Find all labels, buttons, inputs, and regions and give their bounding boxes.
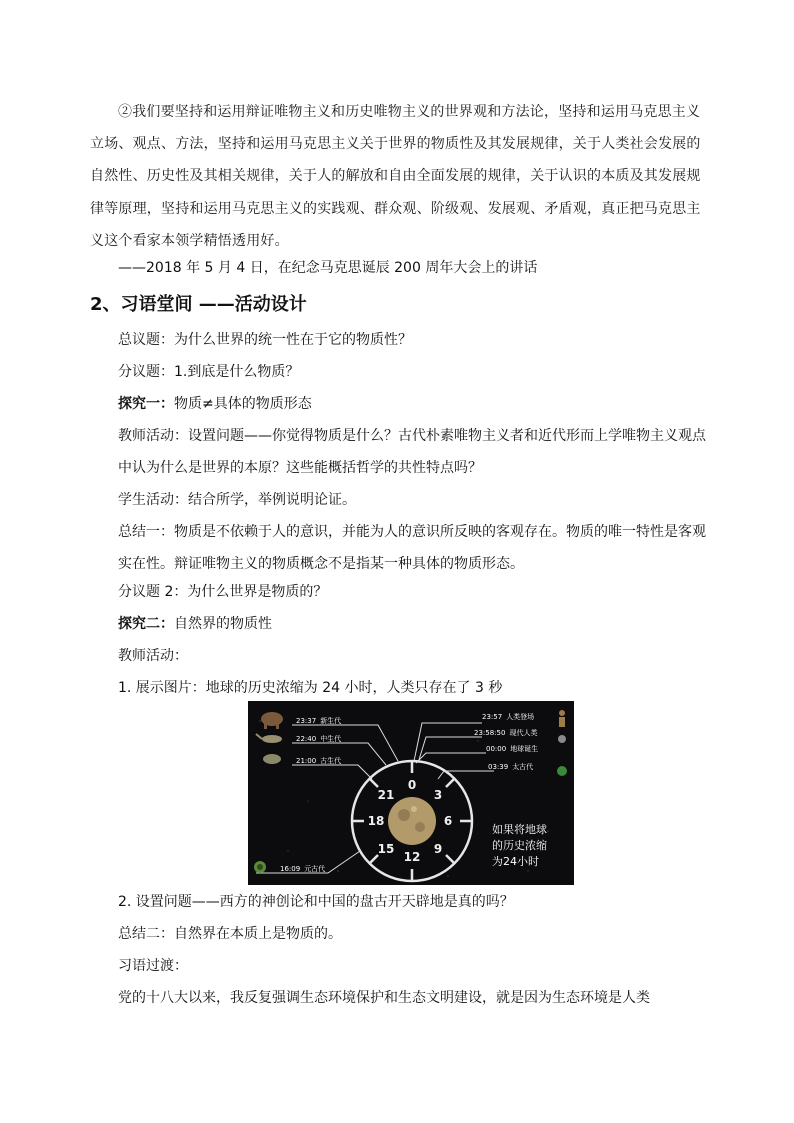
teacher-activity-1 bbox=[118, 420, 708, 484]
era-label-paleozoic: 21:00 古生代 bbox=[296, 757, 342, 765]
teacher-activity-2: 教师活动： bbox=[118, 648, 188, 664]
clock-illustration bbox=[248, 701, 574, 885]
era-label-earth-birth: 00:00 地球诞生 bbox=[486, 745, 539, 753]
transition-label: 习语过渡： bbox=[118, 958, 188, 974]
quote-line: 义这个看家本领学精悟透用好。 bbox=[90, 232, 289, 249]
teacher-activity-1-text: 教师活动：设置问题——你觉得物质是什么？古代朴素唯物主义者和近代形而上学唯物主义观点中认为什么是世界的本原？这些能概括哲学的共性特点吗？ bbox=[118, 428, 706, 476]
caption-line-2: 的历史浓缩 bbox=[492, 839, 547, 852]
closing-line: 党的十八大以来，我反复强调生态环境保护和生态文明建设，就是因为生态环境是人类 bbox=[118, 990, 650, 1006]
speech-quote bbox=[90, 96, 708, 257]
earth-history-clock-image bbox=[248, 701, 574, 885]
quote-source: ——2018 年 5 月 4 日，在纪念马克思诞辰 200 周年大会上的讲话 bbox=[118, 260, 538, 276]
sub-topic-1: 分议题：1.到底是什么物质？ bbox=[118, 364, 300, 380]
dinosaur-icon bbox=[256, 734, 282, 743]
era-label-proterozoic: 16:09 元古代 bbox=[280, 865, 326, 873]
mammoth-icon bbox=[261, 712, 283, 729]
caption-line-3: 为24小时 bbox=[492, 855, 539, 868]
section-title: 2、习语堂间 ——活动设计 bbox=[90, 294, 307, 315]
quote-line: ②我们要坚持和运用辩证唯物主义和历史唯物主义的世界观和方法论，坚持和运用马克思主义 bbox=[118, 104, 701, 120]
human-icon bbox=[559, 710, 565, 727]
caption-line-1: 如果将地球 bbox=[492, 823, 547, 836]
explore-1-text: 物质≠具体的物质形态 bbox=[174, 396, 312, 412]
explore-2-text: 自然界的物质性 bbox=[174, 616, 272, 632]
quote-line: 律等原理，坚持和运用马克思主义的实践观、群众观、阶级观、发展观、矛盾观，真正把马克思主 bbox=[90, 200, 701, 217]
quote-line: 自然性、历史性及其相关规律，关于人的解放和自由全面发展的规律，关于认识的本质及其发展规 bbox=[90, 168, 701, 185]
era-label-archean: 03:39 太古代 bbox=[488, 763, 534, 771]
clock-number-6: 6 bbox=[443, 814, 453, 828]
clock-number-15: 15 bbox=[377, 842, 395, 856]
clock-number-18: 18 bbox=[367, 814, 385, 828]
explore-1 bbox=[118, 394, 312, 414]
clock-number-9: 9 bbox=[433, 842, 443, 856]
list-item-1: 1. 展示图片：地球的历史浓缩为 24 小时，人类只存在了 3 秒 bbox=[118, 680, 503, 696]
explore-1-label: 探究一： bbox=[118, 396, 174, 412]
sub-topic-2: 分议题 2：为什么世界是物质的？ bbox=[118, 584, 328, 600]
main-topic: 总议题：为什么世界的统一性在于它的物质性？ bbox=[118, 332, 412, 348]
era-label-cenozoic: 23:37 新生代 bbox=[296, 717, 342, 725]
quote-line: 立场、观点、方法，坚持和运用马克思主义关于世界的物质性及其发展规律，关于人类社会发展的 bbox=[90, 136, 701, 153]
list-item-2: 2. 设置问题——西方的神创论和中国的盘古开天辟地是真的吗？ bbox=[118, 894, 514, 910]
explore-2-label: 探究二： bbox=[118, 616, 174, 632]
trilobite-icon bbox=[263, 754, 281, 764]
summary-2: 总结二：自然界在本质上是物质的。 bbox=[118, 926, 342, 942]
clock-number-0: 0 bbox=[407, 778, 417, 792]
fossil-icon bbox=[254, 861, 266, 873]
summary-1 bbox=[118, 516, 708, 580]
explore-2 bbox=[118, 614, 272, 634]
bacteria-icon bbox=[557, 766, 567, 776]
clock-number-3: 3 bbox=[433, 788, 443, 802]
era-label-human-arrival: 23:57 人类登场 bbox=[482, 713, 535, 721]
era-label-modern-human: 23:58:50 现代人类 bbox=[474, 729, 538, 737]
student-activity-1: 学生活动：结合所学，举例说明论证。 bbox=[118, 492, 356, 508]
era-label-mesozoic: 22:40 中生代 bbox=[296, 735, 342, 743]
summary-1-text: 总结一：物质是不依赖于人的意识，并能为人的意识所反映的客观存在。物质的唯一特性是客观实在性。辩证唯物主义的物质概念不是指某一种具体的物质形态。 bbox=[118, 524, 706, 572]
clock-number-12: 12 bbox=[403, 850, 421, 864]
clock-number-21: 21 bbox=[377, 788, 395, 802]
modern-human-icon bbox=[558, 735, 566, 743]
